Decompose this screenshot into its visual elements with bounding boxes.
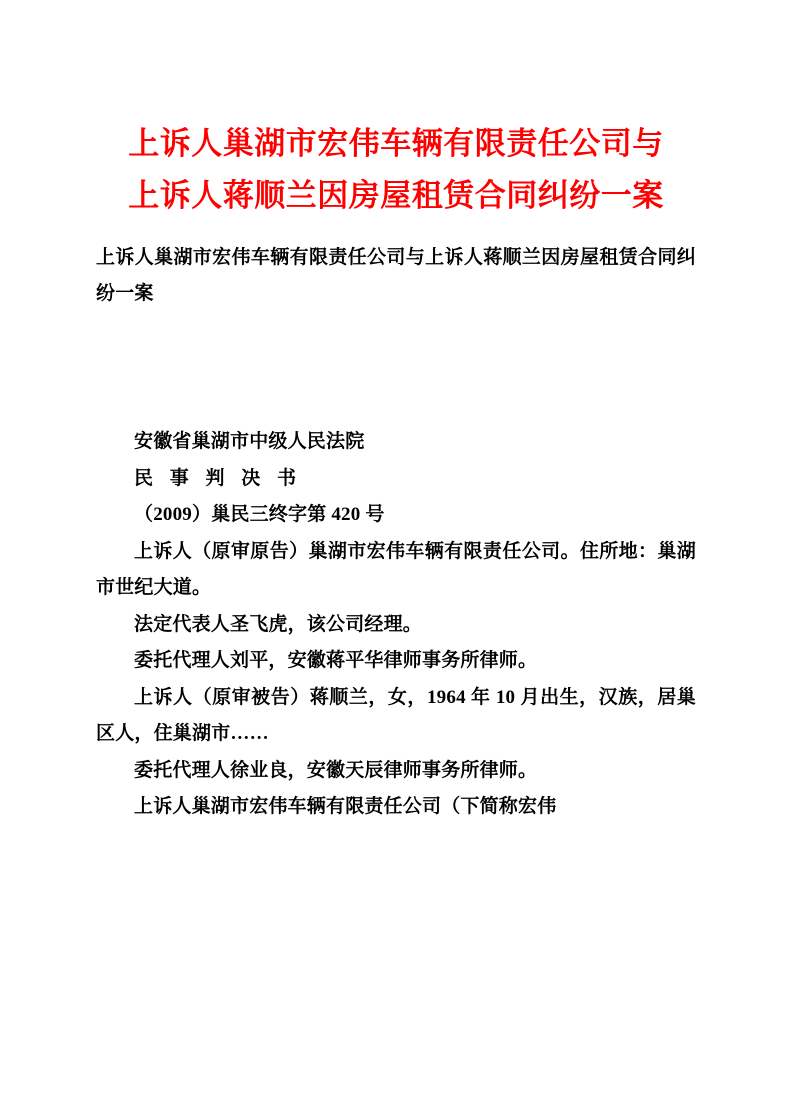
- paragraph-legal-representative: 法定代表人圣飞虎，该公司经理。: [134, 613, 423, 635]
- page-title: 上诉人巢湖市宏伟车辆有限责任公司与上诉人蒋顺兰因房屋租赁合同纠纷一案: [128, 126, 664, 213]
- document-subtitle: 上诉人巢湖市宏伟车辆有限责任公司与上诉人蒋顺兰因房屋租赁合同纠纷一案: [96, 247, 696, 304]
- document-type: 民 事 判 决 书: [134, 467, 303, 489]
- document-body: [96, 424, 696, 826]
- case-number: （2009）巢民三终字第 420 号: [134, 504, 385, 525]
- paragraph-appellant-defendant: 上诉人（原审被告）蒋顺兰，女，1964 年 10 月出生，汉族，居巢区人，住巢湖市……: [96, 686, 696, 744]
- paragraph-case-intro: 上诉人巢湖市宏伟车辆有限责任公司（下简称宏伟: [134, 796, 557, 817]
- section-spacer: [96, 312, 696, 424]
- paragraph-agent-defendant: 委托代理人徐业良，安徽天辰律师事务所律师。: [134, 759, 538, 781]
- court-name: 安徽省巢湖市中级人民法院: [134, 431, 365, 452]
- paragraph-appellant-plaintiff: 上诉人（原审原告）巢湖市宏伟车辆有限责任公司。住所地：巢湖市世纪大道。: [96, 540, 696, 598]
- paragraph-agent-plaintiff: 委托代理人刘平，安徽蒋平华律师事务所律师。: [134, 650, 538, 671]
